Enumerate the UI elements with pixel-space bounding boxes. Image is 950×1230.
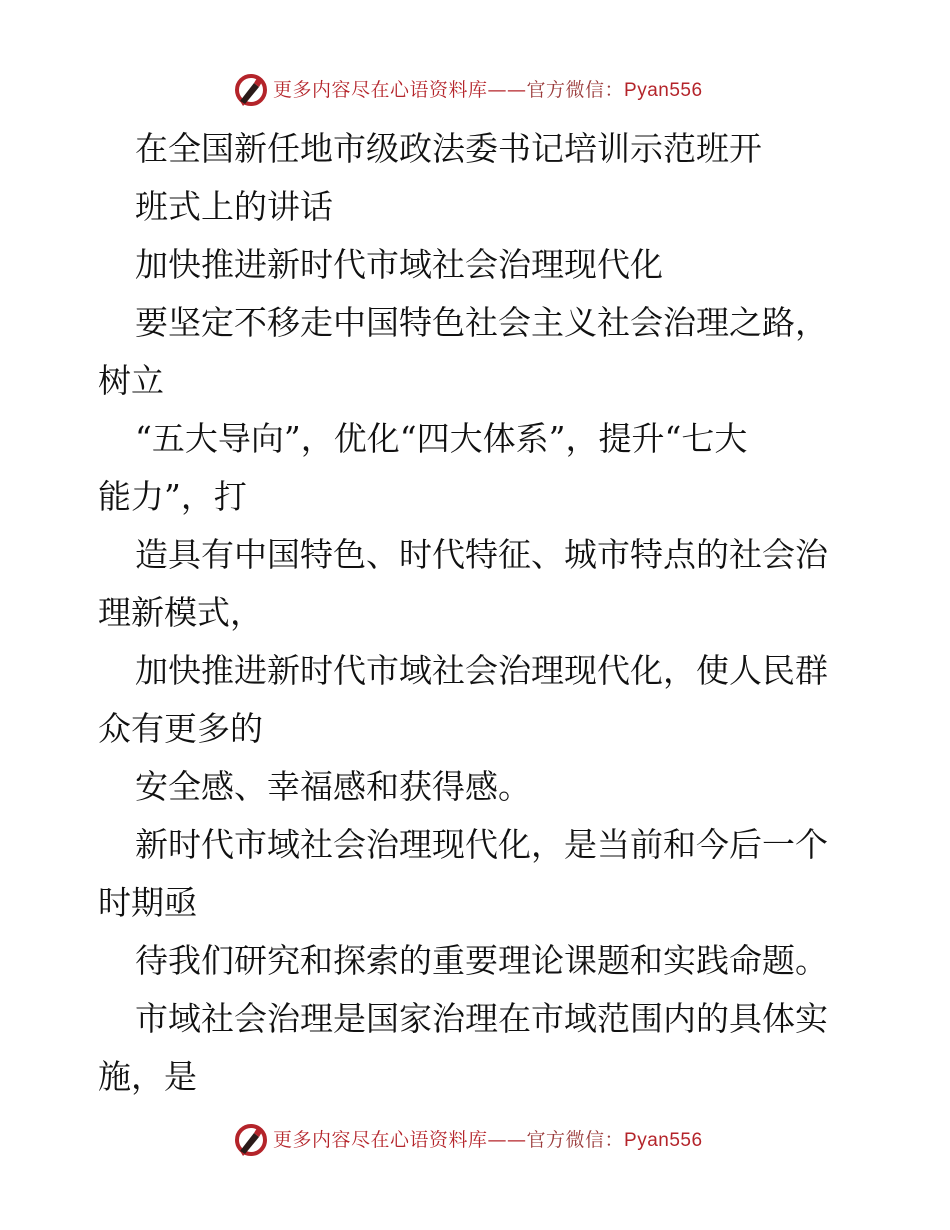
banner-official-label: 官方微信： <box>526 79 625 101</box>
banner-text <box>273 1127 703 1153</box>
text-line-10: 加快推进新时代市域社会治理现代化，使人民群 <box>135 651 828 690</box>
text-line-7: 能力”，打 <box>98 477 247 516</box>
document-body <box>98 120 858 1106</box>
banner-dash: —— <box>487 79 527 101</box>
banner-official-label: 官方微信： <box>526 1129 625 1151</box>
text-line-13: 新时代市域社会治理现代化，是当前和今后一个 <box>135 825 828 864</box>
text-line-6: “五大导向”，优化“四大体系”，提升“七大 <box>135 419 748 458</box>
banner-site-text: 更多内容尽在心语资料库 <box>273 79 488 101</box>
text-line-12: 安全感、幸福感和获得感。 <box>135 767 531 806</box>
text-line-17: 施，是 <box>98 1057 197 1096</box>
banner-site-text: 更多内容尽在心语资料库 <box>273 1129 488 1151</box>
text-line-5: 树立 <box>98 361 164 400</box>
pen-logo-icon <box>234 73 268 107</box>
footer-banner <box>0 1120 950 1160</box>
text-line-8: 造具有中国特色、时代特征、城市特点的社会治 <box>135 535 828 574</box>
banner-wechat-id: Pyan556 <box>624 1130 703 1151</box>
text-line-14: 时期亟 <box>98 883 197 922</box>
banner-wechat-id: Pyan556 <box>624 80 703 101</box>
text-line-9: 理新模式， <box>98 593 263 632</box>
text-line-11: 众有更多的 <box>98 709 263 748</box>
text-line-3: 加快推进新时代市域社会治理现代化 <box>135 245 663 284</box>
text-line-15: 待我们研究和探索的重要理论课题和实践命题。 <box>135 941 828 980</box>
header-banner <box>0 70 950 110</box>
banner-dash: —— <box>487 1129 527 1151</box>
banner-text <box>273 77 703 103</box>
text-line-4: 要坚定不移走中国特色社会主义社会治理之路， <box>135 303 828 342</box>
text-line-16: 市域社会治理是国家治理在市域范围内的具体实 <box>135 999 828 1038</box>
pen-logo-icon <box>234 1123 268 1157</box>
text-line-2: 班式上的讲话 <box>135 187 333 226</box>
text-line-1: 在全国新任地市级政法委书记培训示范班开 <box>135 129 762 168</box>
